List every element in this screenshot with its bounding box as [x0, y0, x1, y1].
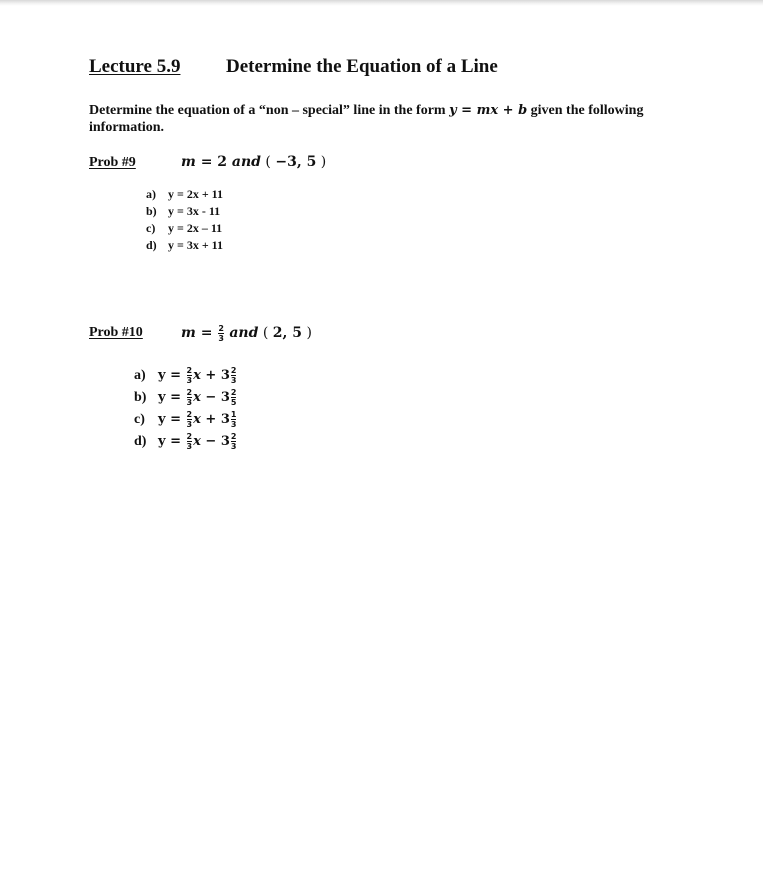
fraction-numerator: 2 [186, 410, 193, 419]
prob-9-label: Prob #9 [89, 155, 136, 170]
option-equals: = [165, 390, 186, 405]
coefficient-fraction [187, 432, 193, 451]
slope-equals: = [195, 325, 218, 341]
formula-equals: = [456, 103, 477, 118]
fraction-denominator: 3 [186, 442, 193, 451]
point-coordinates: 2, 5 [272, 325, 302, 341]
slope-variable: m [181, 154, 196, 170]
point-close-paren: ) [302, 325, 312, 341]
fraction-denominator: 3 [186, 398, 193, 407]
list-item [146, 220, 223, 237]
formula-mx: mx [476, 103, 499, 118]
option-x: x [193, 412, 201, 427]
option-y: y [158, 390, 166, 405]
slope-fraction [218, 324, 224, 343]
option-whole: 3 [220, 412, 230, 427]
option-letter: d) [134, 434, 147, 449]
option-operator: − [200, 390, 221, 405]
option-x: x [193, 368, 201, 383]
fraction-denominator: 5 [230, 398, 237, 407]
option-equals: = [165, 434, 186, 449]
and-word: and [229, 325, 259, 341]
option-letter: b) [146, 204, 157, 218]
point-open-paren: ( [258, 325, 273, 341]
fraction-numerator: 1 [230, 410, 237, 419]
formula-plus: + [498, 103, 519, 118]
option-equation: y = 3x - 11 [168, 204, 221, 218]
prob-10-condition [181, 314, 312, 352]
option-equation: y = 2x + 11 [168, 187, 224, 201]
and-word: and [231, 154, 261, 170]
instructions-text-end: given the following information. [89, 103, 644, 135]
coefficient-fraction [187, 366, 193, 385]
point-coordinates: −3, 5 [275, 154, 317, 170]
slope-variable: m [181, 325, 196, 341]
mixed-fraction [231, 388, 237, 407]
fraction-numerator: 2 [230, 388, 237, 397]
formula-y: y [449, 103, 457, 118]
list-item [134, 365, 237, 387]
option-y: y [158, 368, 166, 383]
option-equation: y = 3x + 11 [168, 238, 224, 252]
option-operator: + [200, 368, 221, 383]
option-x: x [193, 390, 201, 405]
option-y: y [158, 434, 166, 449]
option-whole: 3 [220, 390, 230, 405]
point-close-paren: ) [316, 154, 327, 170]
fraction-denominator: 3 [230, 376, 237, 385]
option-letter: a) [134, 368, 146, 383]
fraction-denominator: 3 [230, 442, 237, 451]
formula-b: b [518, 103, 528, 118]
fraction-numerator: 2 [186, 432, 193, 441]
page-title: Determine the Equation of a Line [226, 56, 498, 77]
fraction-numerator: 2 [186, 366, 193, 375]
option-operator: − [200, 434, 221, 449]
option-y: y [158, 412, 166, 427]
option-equation: y = 2x – 11 [168, 221, 223, 235]
fraction-denominator: 3 [218, 333, 224, 343]
option-letter: c) [134, 412, 145, 427]
option-equals: = [165, 368, 186, 383]
prob-10-options [134, 365, 237, 453]
mixed-fraction [231, 366, 237, 385]
slope-value: = 2 [195, 154, 232, 170]
list-item [146, 237, 223, 254]
list-item [146, 186, 223, 203]
prob-9-condition [181, 154, 326, 170]
fraction-numerator: 2 [230, 432, 237, 441]
option-equals: = [165, 412, 186, 427]
list-item [134, 431, 237, 453]
mixed-fraction [231, 410, 237, 429]
coefficient-fraction [187, 410, 193, 429]
mixed-fraction [231, 432, 237, 451]
option-letter: a) [146, 187, 156, 201]
lecture-number: Lecture 5.9 [89, 56, 181, 77]
list-item [134, 387, 237, 409]
option-x: x [193, 434, 201, 449]
instructions-text: Determine the equation of a “non – special” line in the form [89, 103, 450, 118]
fraction-numerator: 2 [218, 323, 224, 333]
prob-9-options [146, 186, 223, 254]
fraction-denominator: 3 [230, 420, 237, 429]
instructions [89, 102, 649, 136]
option-letter: b) [134, 390, 147, 405]
fraction-numerator: 2 [186, 388, 193, 397]
coefficient-fraction [187, 388, 193, 407]
list-item [134, 409, 237, 431]
fraction-numerator: 2 [230, 366, 237, 375]
option-whole: 3 [220, 434, 230, 449]
point-open-paren: ( [260, 154, 276, 170]
window-top-shadow [0, 0, 763, 6]
prob-10-label: Prob #10 [89, 325, 143, 340]
list-item [146, 203, 223, 220]
option-letter: d) [146, 238, 157, 252]
fraction-denominator: 3 [186, 376, 193, 385]
option-operator: + [200, 412, 221, 427]
option-letter: c) [146, 221, 156, 235]
option-whole: 3 [220, 368, 230, 383]
fraction-denominator: 3 [186, 420, 193, 429]
